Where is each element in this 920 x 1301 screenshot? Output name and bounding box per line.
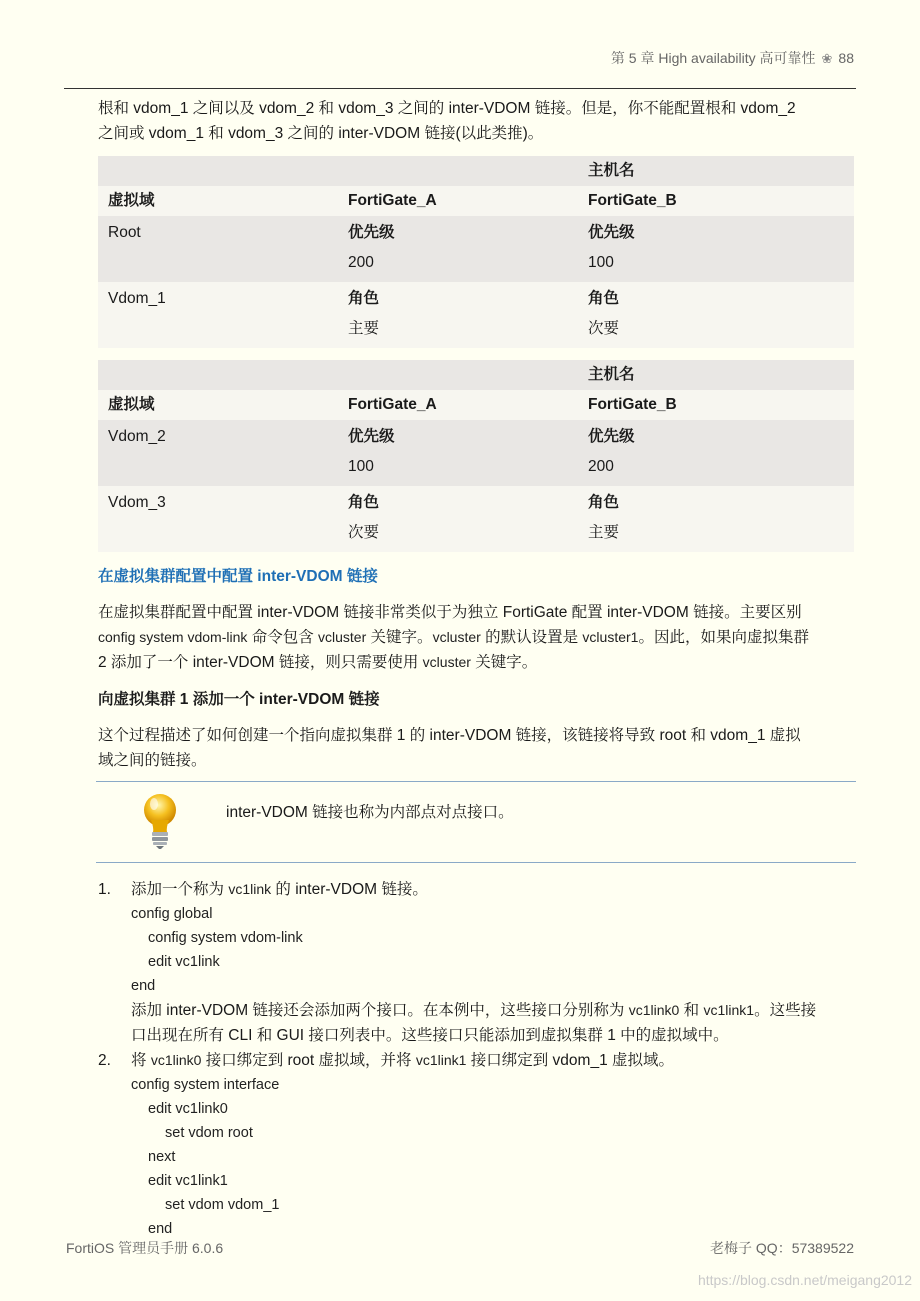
step-note: 口出现在所有 CLI 和 GUI 接口列表中。这些接口只能添加到虚拟集群 1 中的虚拟域中。 bbox=[131, 1027, 729, 1044]
intro-line-2: 之间或 vdom_1 和 vdom_3 之间的 inter-VDOM 链接(以此类推)。 bbox=[98, 125, 544, 142]
table-row bbox=[98, 282, 854, 348]
step-number: 1. bbox=[98, 881, 111, 898]
note-box bbox=[96, 781, 856, 863]
paragraph-line: 在虚拟集群配置中配置 inter-VDOM 链接非常类似于为独立 FortiGate 配置 inter-VDOM 链接。主要区别 bbox=[98, 604, 802, 621]
code-block bbox=[131, 1073, 856, 1241]
ha-table-1 bbox=[98, 156, 854, 348]
keyword: vcluster bbox=[422, 654, 471, 670]
keyword: vc1link bbox=[228, 881, 272, 897]
code-line: config system vdom-link bbox=[148, 930, 303, 946]
flower-icon: ❀ bbox=[821, 51, 833, 66]
section-paragraph bbox=[98, 600, 856, 675]
cell-label: 优先级 bbox=[348, 224, 395, 241]
code-line: config system interface bbox=[131, 1077, 280, 1093]
step-title: 将 vc1link0 接口绑定到 root 虚拟域，并将 vc1link1 接口绑定到 vdom_1 虚拟域。 bbox=[131, 1052, 675, 1069]
host-header: 主机名 bbox=[578, 156, 854, 186]
footer-right: 老梅子 QQ：57389522 bbox=[710, 1240, 854, 1256]
cell-label: 角色 bbox=[348, 494, 380, 511]
header-text bbox=[611, 48, 854, 68]
table-row bbox=[98, 486, 854, 552]
code-line: edit vc1link1 bbox=[148, 1173, 228, 1189]
col-fortigate-b: FortiGate_B bbox=[578, 186, 854, 216]
paragraph-line: config system vdom-link 命令包含 vcluster 关键字。vcluster 的默认设置是 vcluster1。因此，如果向虚拟集群 bbox=[98, 629, 809, 646]
cell-value: 100 bbox=[348, 458, 374, 475]
steps-list bbox=[98, 877, 856, 1241]
keyword: vcluster1 bbox=[582, 629, 639, 645]
list-item bbox=[98, 877, 856, 1048]
step-note: 添加 inter-VDOM 链接还会添加两个接口。在本例中，这些接口分别称为 vc1link0 和 vc1link1。这些接 bbox=[131, 1002, 817, 1019]
col-fortigate-a: FortiGate_A bbox=[338, 390, 578, 420]
cell-value: 次要 bbox=[348, 524, 380, 541]
chapter-title: 第 5 章 High availability 高可靠性 bbox=[610, 50, 816, 66]
cell-label: 角色 bbox=[588, 494, 620, 511]
cell-label: 角色 bbox=[588, 290, 620, 307]
step-title: 添加一个称为 vc1link 的 inter-VDOM 链接。 bbox=[131, 881, 428, 898]
vdom-name: Vdom_3 bbox=[108, 494, 166, 511]
table-row bbox=[98, 420, 854, 486]
keyword: vc1link0 bbox=[150, 1052, 202, 1068]
code-line: next bbox=[148, 1149, 176, 1165]
paragraph-line: 域之间的链接。 bbox=[98, 752, 207, 769]
keyword: vcluster bbox=[432, 629, 481, 645]
code-line: set vdom vdom_1 bbox=[165, 1197, 280, 1213]
cell-value: 200 bbox=[588, 458, 614, 475]
code-line: end bbox=[131, 978, 156, 994]
paragraph-line: 这个过程描述了如何创建一个指向虚拟集群 1 的 inter-VDOM 链接，该链接将导致 root 和 vdom_1 虚拟 bbox=[98, 727, 801, 744]
code-line: config global bbox=[131, 906, 213, 922]
keyword: vc1link1 bbox=[415, 1052, 467, 1068]
col-fortigate-b: FortiGate_B bbox=[578, 390, 854, 420]
ha-table-2 bbox=[98, 360, 854, 552]
table-row bbox=[98, 216, 854, 282]
subsection-paragraph bbox=[98, 723, 856, 773]
code-line: set vdom root bbox=[165, 1125, 253, 1141]
lightbulb-icon bbox=[140, 792, 180, 855]
keyword: vcluster bbox=[318, 629, 367, 645]
step-number: 2. bbox=[98, 1052, 111, 1069]
cell-value: 次要 bbox=[588, 320, 620, 337]
cell-label: 优先级 bbox=[348, 428, 395, 445]
page-header bbox=[64, 38, 856, 89]
page-number: 88 bbox=[838, 50, 854, 66]
col-vdom: 虚拟域 bbox=[98, 186, 338, 216]
cell-value: 主要 bbox=[348, 320, 380, 337]
intro-line-1: 根和 vdom_1 之间以及 vdom_2 和 vdom_3 之间的 inter-VDOM 链接。但是，你不能配置根和 vdom_2 bbox=[98, 100, 796, 117]
cell-value: 主要 bbox=[588, 524, 620, 541]
col-fortigate-a: FortiGate_A bbox=[338, 186, 578, 216]
subsection-heading: 向虚拟集群 1 添加一个 inter-VDOM 链接 bbox=[98, 691, 380, 708]
paragraph-line: 2 添加了一个 inter-VDOM 链接，则只需要使用 vcluster 关键字。 bbox=[98, 654, 538, 671]
page-content bbox=[98, 96, 856, 1241]
keyword: vc1link1 bbox=[703, 1002, 755, 1018]
list-item bbox=[98, 1048, 856, 1241]
cell-label: 角色 bbox=[348, 290, 380, 307]
cli-command: config system vdom-link bbox=[98, 629, 248, 645]
code-line: edit vc1link bbox=[148, 954, 220, 970]
section-heading: 在虚拟集群配置中配置 inter-VDOM 链接 bbox=[98, 568, 378, 585]
note-text: inter-VDOM 链接也称为内部点对点接口。 bbox=[226, 804, 514, 821]
col-vdom: 虚拟域 bbox=[98, 390, 338, 420]
vdom-name: Vdom_2 bbox=[108, 428, 166, 445]
vdom-name: Root bbox=[108, 224, 141, 241]
code-block bbox=[131, 902, 856, 998]
cell-value: 200 bbox=[348, 254, 374, 271]
watermark: https://blog.csdn.net/meigang2012 bbox=[697, 1272, 912, 1288]
code-line: end bbox=[148, 1221, 173, 1237]
cell-value: 100 bbox=[588, 254, 614, 271]
cell-label: 优先级 bbox=[588, 224, 635, 241]
host-header: 主机名 bbox=[578, 360, 854, 390]
keyword: vc1link0 bbox=[628, 1002, 680, 1018]
vdom-name: Vdom_1 bbox=[108, 290, 166, 307]
cell-label: 优先级 bbox=[588, 428, 635, 445]
footer-left: FortiOS 管理员手册 6.0.6 bbox=[66, 1240, 224, 1256]
code-line: edit vc1link0 bbox=[148, 1101, 228, 1117]
